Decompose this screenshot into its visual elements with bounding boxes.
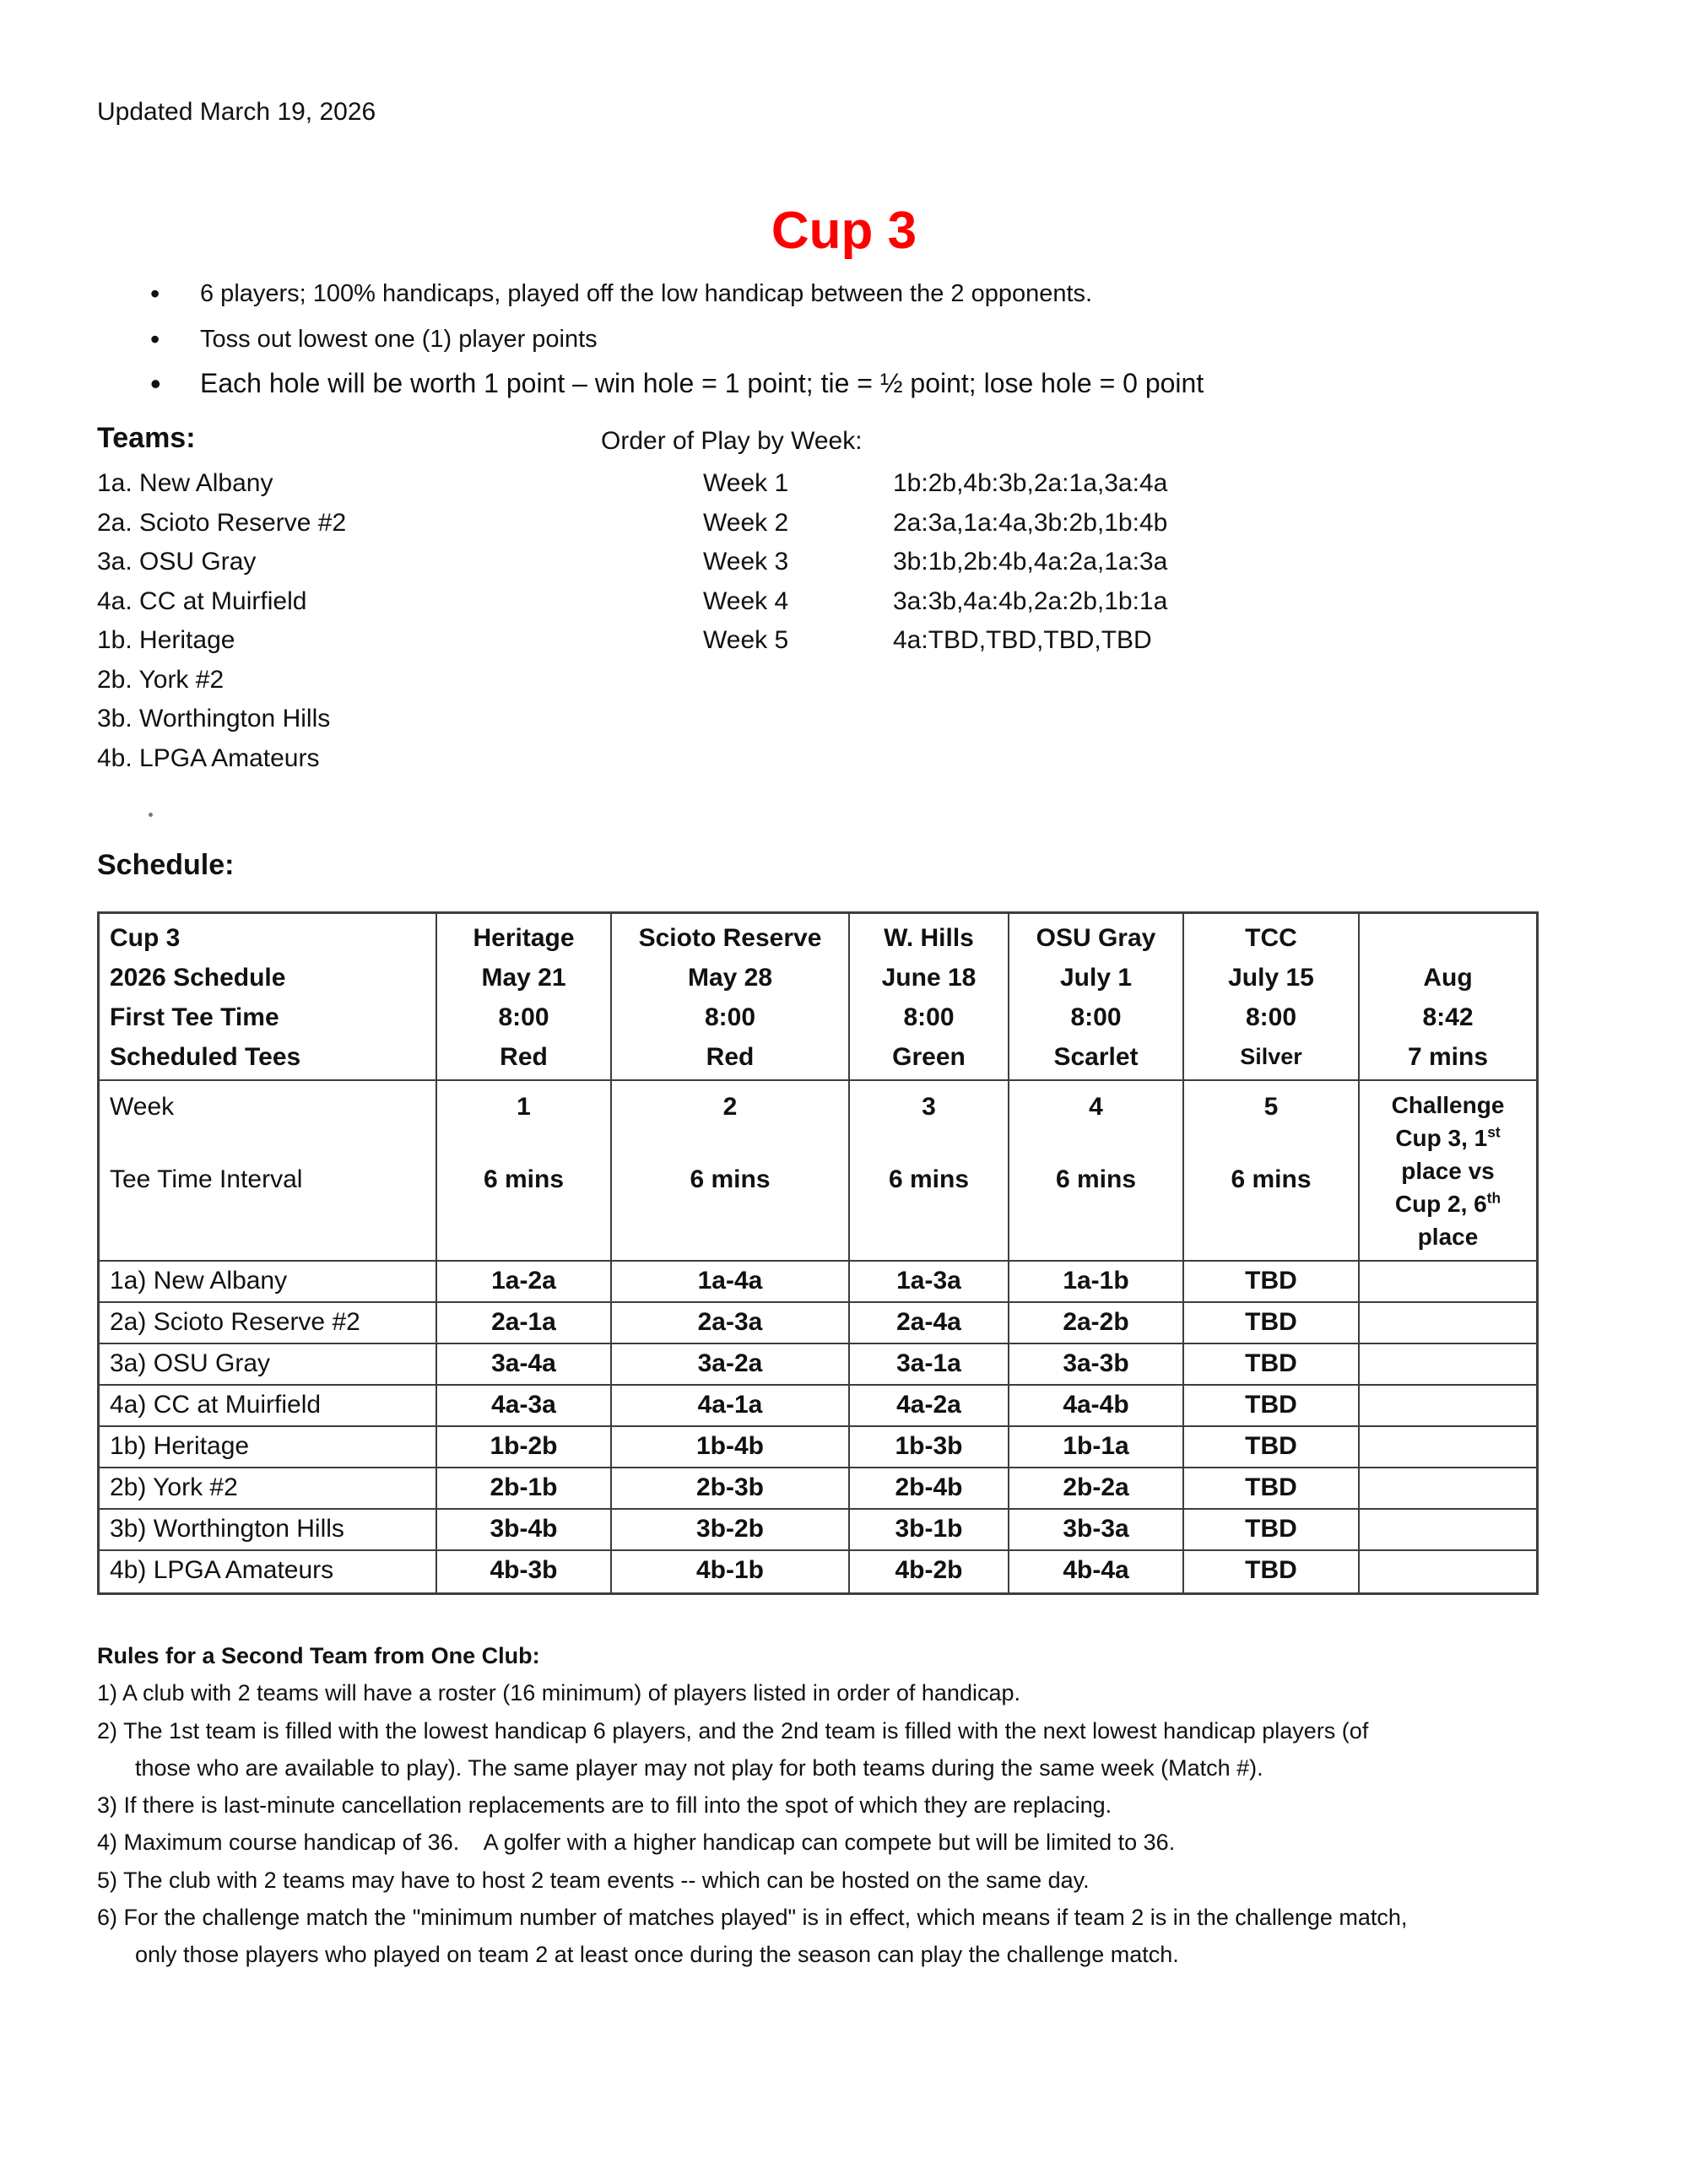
match-cell: 3b-1b [850, 1510, 1009, 1551]
bullet-item: • 6 players; 100% handicaps, played off the low handicap between the 2 opponents. [150, 280, 1092, 308]
tbd-cell: TBD [1184, 1510, 1360, 1551]
match-cell: 1b-2b [437, 1427, 612, 1468]
match-cell: 4b-4a [1009, 1551, 1184, 1592]
team-list-item: 3a. OSU Gray [97, 548, 257, 576]
match-cell: 2b-3b [612, 1468, 850, 1510]
challenge-cell: Challenge Cup 3, 1st place vs Cup 2, 6th place [1360, 1081, 1536, 1262]
rule-item-continuation: only those players who played on team 2 at least once during the season can play the challenge match. [135, 1942, 1179, 1968]
match-cell: 2b-4b [850, 1468, 1009, 1510]
empty-cell [1360, 1262, 1536, 1303]
header-cell-course: TCC July 15 8:00 Silver [1184, 914, 1360, 1081]
week-number-cell: 4 6 mins [1009, 1081, 1184, 1262]
match-cell: 2b-1b [437, 1468, 612, 1510]
bullet-item: • Toss out lowest one (1) player points [150, 326, 598, 354]
match-cell: 3a-4a [437, 1344, 612, 1386]
match-cell: 2a-4a [850, 1303, 1009, 1344]
updated-date: Updated March 19, 2026 [97, 98, 376, 126]
header-cell-challenge-date: Aug 8:42 7 mins [1360, 914, 1536, 1081]
team-cell: 3a) OSU Gray [100, 1344, 437, 1386]
rules-heading: Rules for a Second Team from One Club: [97, 1643, 540, 1668]
team-cell: 1a) New Albany [100, 1262, 437, 1303]
tbd-cell: TBD [1184, 1262, 1360, 1303]
match-cell: 3b-3a [1009, 1510, 1184, 1551]
teams-list [97, 464, 346, 778]
tbd-cell: TBD [1184, 1303, 1360, 1344]
match-cell: 2a-1a [437, 1303, 612, 1344]
match-cell: 4b-2b [850, 1551, 1009, 1592]
header-cell-title: Cup 3 2026 Schedule First Tee Time Scheduled Tees [100, 914, 437, 1081]
week-number-cell: 5 6 mins [1184, 1081, 1360, 1262]
week-matchup: 1b:2b,4b:3b,2a:1a,3a:4a [893, 469, 1168, 497]
team-list-item: 3b. Worthington Hills [97, 705, 331, 733]
match-cell: 3a-3b [1009, 1344, 1184, 1386]
week-label: Week 2 [703, 508, 789, 537]
order-of-play-heading: Order of Play by Week: [601, 427, 863, 455]
match-cell: 4b-1b [612, 1551, 850, 1592]
page-title: Cup 3 [771, 202, 917, 260]
tbd-cell: TBD [1184, 1344, 1360, 1386]
empty-cell [1360, 1386, 1536, 1427]
schedule-table [97, 911, 1539, 1595]
rule-item: 3) If there is last-minute cancellation replacements are to fill into the spot of which they are replacing. [97, 1792, 1112, 1819]
week-matchups [893, 464, 1167, 661]
match-cell: 1a-3a [850, 1262, 1009, 1303]
rule-item: 5) The club with 2 teams may have to host 2 team events -- which can be hosted on the same day. [97, 1867, 1090, 1893]
week-matchup: 2a:3a,1a:4a,3b:2b,1b:4b [893, 508, 1168, 537]
week-number-cell: 1 6 mins [437, 1081, 612, 1262]
team-cell: 2b) York #2 [100, 1468, 437, 1510]
tbd-cell: TBD [1184, 1468, 1360, 1510]
empty-cell [1360, 1468, 1536, 1510]
header-cell-course: OSU Gray July 1 8:00 Scarlet [1009, 914, 1184, 1081]
team-cell: 4a) CC at Muirfield [100, 1386, 437, 1427]
teams-heading: Teams: [97, 422, 196, 454]
empty-cell [1360, 1344, 1536, 1386]
match-cell: 4a-1a [612, 1386, 850, 1427]
empty-cell [1360, 1303, 1536, 1344]
match-cell: 1b-3b [850, 1427, 1009, 1468]
week-labels [703, 464, 788, 661]
stray-mark [149, 813, 153, 817]
week-number-cell: 2 6 mins [612, 1081, 850, 1262]
week-matchup: 3b:1b,2b:4b,4a:2a,1a:3a [893, 548, 1168, 576]
match-cell: 2b-2a [1009, 1468, 1184, 1510]
match-cell: 4a-3a [437, 1386, 612, 1427]
match-cell: 1a-2a [437, 1262, 612, 1303]
match-cell: 3b-4b [437, 1510, 612, 1551]
week-interval-label-cell [100, 1081, 437, 1262]
week-label: Week 4 [703, 587, 789, 615]
match-cell: 1a-4a [612, 1262, 850, 1303]
rule-item: 4) Maximum course handicap of 36. A golfer with a higher handicap can compete but will be limited to 36. [97, 1830, 1176, 1856]
team-list-item: 2b. York #2 [97, 665, 225, 694]
week-label: Week 5 [703, 626, 789, 654]
match-cell: 1b-1a [1009, 1427, 1184, 1468]
bullet-item: • Each hole will be worth 1 point – win hole = 1 point; tie = ½ point; lose hole = 0 point [150, 368, 1204, 399]
match-cell: 4b-3b [437, 1551, 612, 1592]
match-cell: 3a-1a [850, 1344, 1009, 1386]
match-cell: 4a-4b [1009, 1386, 1184, 1427]
match-cell: 2a-2b [1009, 1303, 1184, 1344]
team-list-item: 1b. Heritage [97, 626, 235, 654]
team-cell: 1b) Heritage [100, 1427, 437, 1468]
team-list-item: 1a. New Albany [97, 469, 273, 497]
tbd-cell: TBD [1184, 1427, 1360, 1468]
rule-item: 6) For the challenge match the "minimum number of matches played" is in effect, which means if team 2 is in the challenge match, [97, 1905, 1408, 1931]
header-cell-course: Scioto Reserve May 28 8:00 Red [612, 914, 850, 1081]
rule-item: 2) The 1st team is filled with the lowest handicap 6 players, and the 2nd team is filled with the next lowest handicap players (of [97, 1717, 1369, 1743]
header-cell-course: Heritage May 21 8:00 Red [437, 914, 612, 1081]
team-cell: 2a) Scioto Reserve #2 [100, 1303, 437, 1344]
empty-cell [1360, 1551, 1536, 1592]
week-label: Week 3 [703, 548, 789, 576]
header-cell-course: W. Hills June 18 8:00 Green [850, 914, 1009, 1081]
empty-cell [1360, 1510, 1536, 1551]
match-cell: 3a-2a [612, 1344, 850, 1386]
week-row-label: Week [110, 1093, 175, 1121]
team-list-item: 4b. LPGA Amateurs [97, 743, 320, 772]
week-label: Week 1 [703, 469, 789, 497]
rule-item: 1) A club with 2 teams will have a roster (16 minimum) of players listed in order of handicap. [97, 1680, 1020, 1706]
match-cell: 2a-3a [612, 1303, 850, 1344]
team-cell: 4b) LPGA Amateurs [100, 1551, 437, 1592]
week-matchup: 4a:TBD,TBD,TBD,TBD [893, 626, 1152, 654]
rules-section [97, 1637, 1675, 1974]
schedule-heading: Schedule: [97, 849, 235, 881]
team-list-item: 2a. Scioto Reserve #2 [97, 508, 347, 537]
tbd-cell: TBD [1184, 1551, 1360, 1592]
week-number-cell: 3 6 mins [850, 1081, 1009, 1262]
team-list-item: 4a. CC at Muirfield [97, 587, 307, 615]
tbd-cell: TBD [1184, 1386, 1360, 1427]
rule-item-continuation: those who are available to play). The same player may not play for both teams during the same week (Match #). [135, 1754, 1263, 1781]
empty-cell [1360, 1427, 1536, 1468]
match-cell: 4a-2a [850, 1386, 1009, 1427]
match-cell: 1a-1b [1009, 1262, 1184, 1303]
team-cell: 3b) Worthington Hills [100, 1510, 437, 1551]
match-cell: 3b-2b [612, 1510, 850, 1551]
week-matchup: 3a:3b,4a:4b,2a:2b,1b:1a [893, 587, 1168, 615]
match-cell: 1b-4b [612, 1427, 850, 1468]
interval-row-label: Tee Time Interval [110, 1165, 303, 1193]
